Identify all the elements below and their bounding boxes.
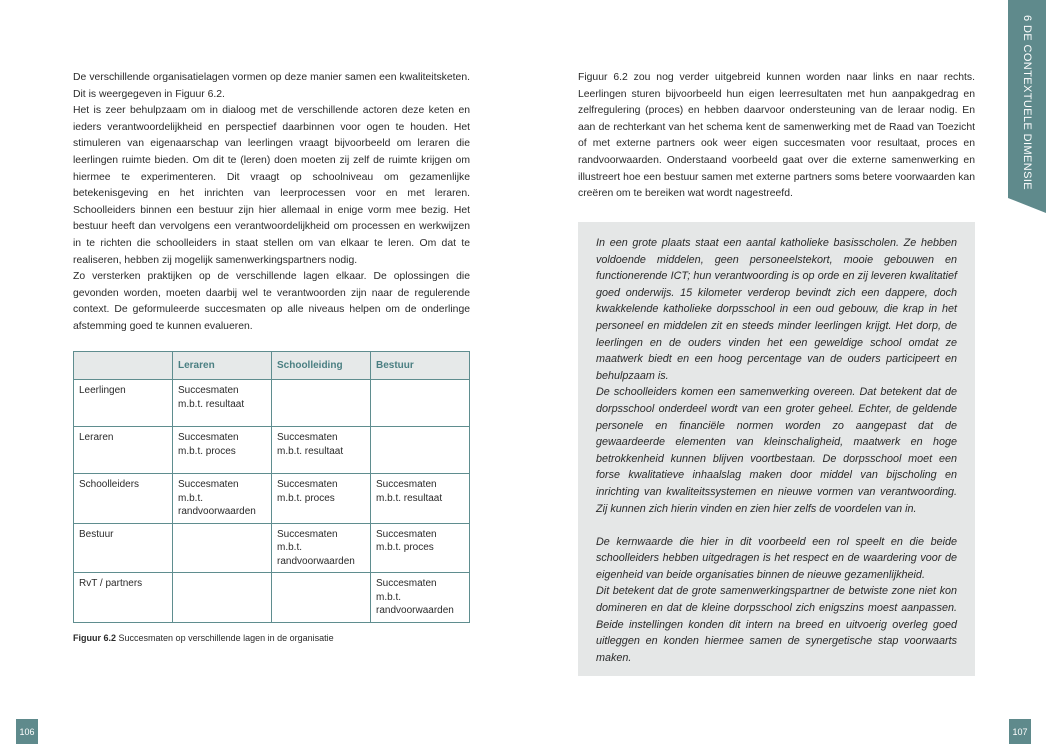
table-row (74, 474, 470, 524)
table-cell: Succesmaten m.b.t. resultaat (272, 427, 371, 474)
paragraph: De verschillende organisatielagen vormen op deze manier samen een kwaliteitsketen. Dit is weergegeven in Figuur 6.2. (73, 72, 470, 100)
paragraph: Zo versterken praktijken op de verschillende lagen elkaar. De oplossingen die gevonden worden, moeten daarbij wel te verantwoorden zijn naar de regulerende context. De geformuleerde succesmaten op alle niveaus helpen om de onderlinge afstemming goed te kunnen evalueren. (73, 271, 470, 332)
table-cell (371, 427, 470, 474)
table-cell: Leerlingen (74, 380, 173, 427)
table-cell: Succesmaten m.b.t. proces (371, 523, 470, 573)
table-header-cell: Schoolleiding (272, 352, 371, 380)
table-cell (173, 523, 272, 573)
table-cell: Succesmaten m.b.t. proces (173, 427, 272, 474)
table-header-cell: Leraren (173, 352, 272, 380)
chapter-tab-label-wrap (1008, 0, 1046, 195)
left-body-text (73, 70, 470, 336)
right-page (523, 0, 1046, 756)
caption-text: Succesmaten op verschillende lagen in de organisatie (118, 633, 334, 643)
example-paragraph: De schoolleiders komen een samenwerking overeen. Dat betekent dat de dorpsschool onderdeel wordt van een groter geheel. Echter, de geldende personele en financiële normen worden zo aangepast dat de gewaardeerde elementen van kleinschaligheid, maatwerk en hoge betrokkenheid kunnen blijven voortbestaan. De dorpsschool moet een forse kwalitatieve inhaalslag maken door middel van bijscholing en inrichting van kwaliteitssystemen en nieuwe vormen van verantwoording. Zij kunnen zich hierin vinden en zien hier zelfs de voordelen van in. (596, 386, 957, 515)
figure-caption (73, 633, 334, 643)
chapter-tab-label: 6 DE CONTEXTUELE DIMENSIE (1021, 15, 1033, 191)
example-paragraph: Dit betekent dat de grote samenwerkingspartner de betwiste zone niet kon domineren en dat de kleine dorpsschool zich enigszins moest aanpassen. Beide instellingen konden dit intern na breed en uitvoerig overleg goed uitleggen en konden hiermee samen de synergetische stap voorwaarts maken. (596, 585, 957, 664)
table-cell: Bestuur (74, 523, 173, 573)
example-paragraph: De kernwaarde die hier in dit voorbeeld een rol speelt en die beide schoolleiders hebben uitgedragen is het respect en de waardering voor de eigenheid van beide organisaties binnen de nieuwe gezamenlijkheid. (596, 535, 957, 581)
table-cell: Succesmaten m.b.t. proces (272, 474, 371, 524)
table-cell: Succesmaten m.b.t. randvoorwaarden (272, 523, 371, 573)
table-cell: Leraren (74, 427, 173, 474)
table-cell (173, 573, 272, 623)
table-row (74, 380, 470, 427)
table-cell: Succesmaten m.b.t. resultaat (371, 474, 470, 524)
caption-label: Figuur 6.2 (73, 633, 117, 643)
table-cell: Succesmaten m.b.t. resultaat (173, 380, 272, 427)
example-paragraph: In een grote plaats staat een aantal katholieke basisscholen. Ze hebben voldoende middelen, geen personeelstekort, mooie gebouwen en functionerende ICT; hun verantwoording is op orde en zij leveren kwalitatief goed onderwijs. 15 kilometer verderop bevindt zich een dappere, doch kwakkelende katholieke dorpsschool in een oud gebouw, die krap in het personeel en middelen zit en steeds minder leerlingen krijgt. Het dorp, de leerlingen en de ouders vinden het een geweldige school omdat ze maatwerk biedt en een hoog percentage van de ouders participeert en behulpzaam is. (596, 237, 957, 382)
table-row (74, 573, 470, 623)
table-cell (371, 380, 470, 427)
table-header-row (74, 352, 470, 380)
table-cell: RvT / partners (74, 573, 173, 623)
page-number-left: 106 (16, 719, 38, 744)
right-body-text: Figuur 6.2 zou nog verder uitgebreid kunnen worden naar links en naar rechts. Leerlingen sturen bijvoorbeeld hun eigen leerresultaten met hun aanpakgedrag en zelfregulering (proces) en hebben daarvoor ondersteuning van de leraar nodig. En aan de rechterkant van het schema kent de samenwerking met de Raad van Toezicht of met externe partners ook weer eigen succesmaten voor resultaat, proces en randvoorwaarden. Onderstaand voorbeeld gaat over die externe samenwerking en illustreert hoe een bestuur samen met externe partners soms betere voorwaarden kan creëren om te bereiken wat wordt nagestreefd. (578, 72, 975, 200)
page-number-right: 107 (1009, 719, 1031, 744)
chapter-tab (1008, 0, 1046, 213)
table-cell: Succesmaten m.b.t. randvoorwaarden (371, 573, 470, 623)
example-box (578, 222, 975, 676)
table-cell: Schoolleiders (74, 474, 173, 524)
table-header-cell: Bestuur (371, 352, 470, 380)
table-cell (272, 380, 371, 427)
table-header-cell (74, 352, 173, 380)
paragraph: Het is zeer behulpzaam om in dialoog met de verschillende actoren deze keten en ieders verantwoordelijkheid en perspectief daarbinnen voor ogen te houden. Het stimuleren van eigenaarschap van leerlingen vraagt bijvoorbeeld om leraren die leerlingen ruimte bieden. Om dit te (leren) doen moeten zij zelf de ruimte krijgen om hiermee te experimenteren. Dit vraagt op schoolniveau om gezamenlijke betekenisgeving en het inrichten van leerprocessen voor en met leraren. Schoolleiders binnen een bestuur zijn hier allemaal in enige vorm mee bezig. Het bestuur heeft dan vervolgens een verantwoordelijkheid om processen en werkwijzen in te richten die schoolleiders in staat stellen om van elkaar te leren. Om dat te realiseren, hebben zij mogelijk samenwerkingspartners nodig. (73, 105, 470, 266)
table-row (74, 523, 470, 573)
table-cell: Succesmaten m.b.t. randvoorwaarden (173, 474, 272, 524)
table-cell (272, 573, 371, 623)
succesmaten-table (73, 351, 470, 623)
table-row (74, 427, 470, 474)
